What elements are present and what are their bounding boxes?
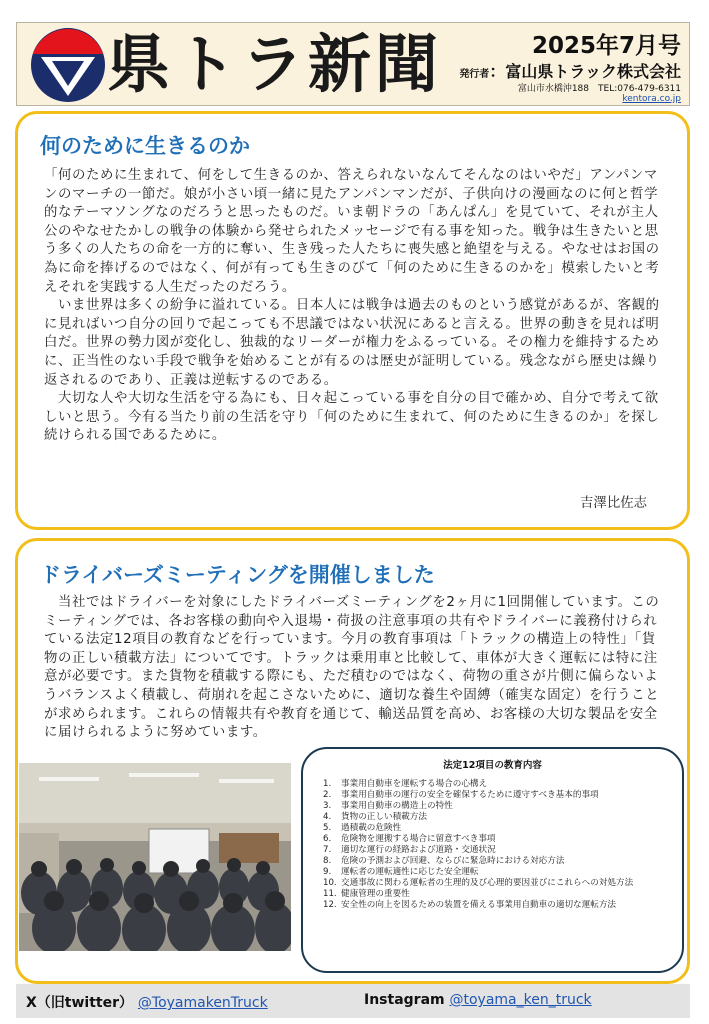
item-number: 8. bbox=[323, 856, 332, 866]
item-text: 安全性の向上を図るための装置を備える事業用自動車の適切な運転方法 bbox=[341, 900, 617, 910]
item-number: 3. bbox=[323, 801, 332, 811]
article-body bbox=[44, 167, 662, 446]
item-text: 適切な運行の経路および道路・交通状況 bbox=[341, 845, 496, 855]
education-item bbox=[323, 900, 673, 911]
item-number: 1. bbox=[323, 779, 332, 789]
publisher-name: ：富山県トラック株式会社 bbox=[489, 62, 681, 81]
social-footer bbox=[16, 984, 690, 1018]
website-link[interactable]: kentora.co.jp bbox=[622, 94, 681, 104]
company-logo bbox=[29, 26, 107, 104]
instagram-account bbox=[364, 992, 592, 1008]
meeting-photo bbox=[19, 763, 291, 951]
instagram-handle-link[interactable]: @toyama_ken_truck bbox=[449, 992, 592, 1008]
item-number: 6. bbox=[323, 834, 332, 844]
masthead-title: 県トラ新聞 bbox=[107, 28, 442, 101]
item-text: 過積載の危険性 bbox=[341, 823, 402, 833]
author-name: 吉澤比佐志 bbox=[580, 496, 647, 511]
issue-date: 2025年7月号 bbox=[531, 33, 681, 59]
publisher-label: 発行者 bbox=[459, 69, 490, 80]
items-title: 法定12項目の教育内容 bbox=[443, 760, 542, 771]
item-number: 10. bbox=[323, 878, 337, 888]
education-item bbox=[323, 823, 673, 834]
publisher bbox=[459, 59, 681, 82]
education-item bbox=[323, 867, 673, 878]
education-item bbox=[323, 889, 673, 900]
publisher-address: 富山市水橋沖188 TEL:076-479-6311 bbox=[517, 84, 681, 94]
education-item bbox=[323, 779, 673, 790]
education-item bbox=[323, 801, 673, 812]
item-text: 危険の予測および回避、ならびに緊急時における対応方法 bbox=[341, 856, 565, 866]
article-title: ドライバーズミーティングを開催しました bbox=[40, 563, 435, 587]
education-item bbox=[323, 812, 673, 823]
item-text: 事業用自動車の構造上の特性 bbox=[341, 801, 453, 811]
item-text: 危険物を運搬する場合に留意すべき事項 bbox=[341, 834, 496, 844]
education-item bbox=[323, 878, 673, 889]
item-text: 運転者の運転適性に応じた安全運転 bbox=[341, 867, 479, 877]
article-box-purpose-of-life bbox=[15, 111, 690, 530]
item-text: 交通事故に関わる運転者の生理的及び心理的要因並びにこれらへの対処方法 bbox=[341, 878, 634, 888]
article-paragraph: 当社ではドライバーを対象にしたドライバーズミーティングを2ヶ月に1回開催しています。このミーティングでは、各お客様の動向や入退場・荷扱の注意事項の共有やドライバーに義務付けられている法定12項目の教育などを行っています。今月の教育事項は「トラックの構造上の特性」「貨物の正しい積載方法」についてです。トラックは乗用車と比較して、車体が大きく運転には特に注意が必要です。また貨物を積載する際にも、ただ積むのではなく、荷物の重さが片側に偏らないようバランスよく積載し、荷崩れを起こさないために、適切な養生や固縛（確実な固定）を行うことが求められます。これらの情報共有や教育を通じて、輸送品質を高め、お客様の大切な製品を安全に届けられるように努めています。 bbox=[44, 595, 660, 741]
x-account bbox=[26, 992, 268, 1012]
item-number: 2. bbox=[323, 790, 332, 800]
item-number: 9. bbox=[323, 867, 332, 877]
item-number: 4. bbox=[323, 812, 332, 822]
article-body bbox=[44, 594, 662, 743]
education-items-box bbox=[301, 747, 684, 973]
instagram-label: Instagram bbox=[364, 992, 445, 1008]
item-text: 事業用自動車の運行の安全を確保するために遵守すべき基本的事項 bbox=[341, 790, 599, 800]
item-text: 事業用自動車を運転する場合の心構え bbox=[341, 779, 488, 789]
education-item bbox=[323, 834, 673, 845]
item-text: 健康管理の重要性 bbox=[341, 889, 410, 899]
education-item bbox=[323, 856, 673, 867]
article-paragraph: 大切な人や大切な生活を守る為にも、日々起こっている事を自分の目で確かめ、自分で考えて欲しいと思う。今有る当たり前の生活を守り「何のために生まれて、何のために生きるのか」を探し続けられる国であるために。 bbox=[44, 391, 660, 444]
item-number: 5. bbox=[323, 823, 332, 833]
x-label: X（旧twitter） bbox=[26, 995, 134, 1011]
article-paragraph: いま世界は多くの紛争に溢れている。日本人には戦争は過去のものという感覚があるが、客観的に見ればいつ自分の回りで起こっても不思議ではない状況にあると言える。世界の動きを見れば明白だ。世界の勢力図が変化し、独裁的なリーダーが権力をふるっている。その権力を維持するために、正当性のない手段で戦争を始めることが有るのは歴史が証明している。残念ながら歴史は繰り返されるのであり、正義は逆転するのである。 bbox=[44, 298, 660, 388]
article-title: 何のために生きるのか bbox=[40, 134, 250, 158]
item-text: 貨物の正しい積載方法 bbox=[341, 812, 427, 822]
item-number: 11. bbox=[323, 889, 337, 899]
newspaper-header bbox=[16, 22, 690, 106]
item-number: 7. bbox=[323, 845, 332, 855]
item-number: 12. bbox=[323, 900, 337, 910]
education-items-list bbox=[323, 779, 673, 911]
education-item bbox=[323, 845, 673, 856]
x-handle-link[interactable]: @ToyamakenTruck bbox=[137, 995, 268, 1011]
education-item bbox=[323, 790, 673, 801]
article-paragraph: 「何のために生まれて、何をして生きるのか、答えられないなんてそんなのはいやだ」アンパンマンのマーチの一節だ。娘が小さい頃一緒に見たアンパンマンだが、子供向けの漫画なのに何と哲学的なテーマソングなのだろうと思ったものだ。いま朝ドラの「あんぱん」を見ていて、それが主人公のやなせたかしの戦争の体験から発せられたメッセージで有る事を知った。戦争は生きたいと思う多くの人たちの命を一方的に奪い、生き残った人たちに喪失感と絶望を与える。やなせはお国の為に命を捧げるのではなく、何が有っても生きのびて「何のために生きるのかを」模索したいと考えそれを実践する人生だったのだろう。 bbox=[44, 168, 660, 295]
